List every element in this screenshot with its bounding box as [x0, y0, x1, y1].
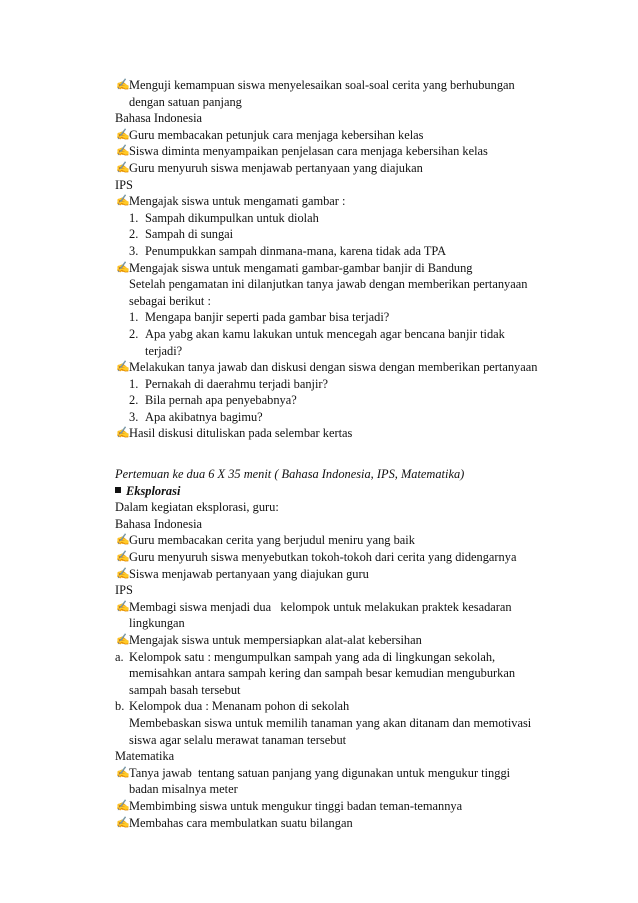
bullet-item: [115, 532, 562, 549]
bullet-item: [115, 260, 562, 277]
bullet-item: [115, 798, 562, 815]
eksplorasi-label: Eksplorasi: [126, 483, 181, 498]
pencil-hand-icon: ✍: [116, 145, 130, 158]
bullet-item: [115, 77, 562, 110]
item-text: siswa agar selalu merawat tanaman tersebut: [129, 732, 347, 747]
list-text: Apa yabg akan kamu lakukan untuk mencegah agar bencana banjir tidak: [145, 326, 505, 341]
subject-heading: Bahasa Indonesia: [115, 111, 203, 126]
list-number: 2.: [129, 393, 139, 408]
bullet-text: Melakukan tanya jawab dan diskusi dengan siswa dengan memberikan pertanyaan: [129, 360, 538, 375]
list-item: [129, 326, 562, 359]
pencil-hand-icon: ✍: [116, 79, 130, 91]
bullet-text: Mengajak siswa untuk mengamati gambar :: [129, 194, 346, 209]
lettered-item: [115, 698, 562, 748]
list-item: [129, 243, 562, 260]
list-item: [129, 376, 562, 393]
bullet-item: [115, 765, 562, 798]
item-text: Kelompok satu : mengumpulkan sampah yang ada di lingkungan sekolah,: [129, 649, 496, 664]
list-item: [129, 392, 562, 409]
pencil-hand-icon: ✍: [116, 766, 130, 779]
meeting-title: Pertemuan ke dua 6 X 35 menit ( Bahasa Indonesia, IPS, Matematika): [115, 467, 465, 482]
pencil-hand-icon: ✍: [116, 161, 130, 174]
bullet-item: [115, 127, 562, 144]
list-item: [129, 409, 562, 426]
pencil-hand-icon: ✍: [116, 427, 130, 440]
bullet-text: Mengajak siswa untuk mempersiapkan alat-alat kebersihan: [129, 633, 422, 647]
bullet-text: Guru membacakan petunjuk cara menjaga kebersihan kelas: [129, 127, 424, 142]
list-text: Sampah di sungai: [145, 227, 234, 242]
bullet-item: [115, 599, 562, 632]
bullet-item: [115, 632, 562, 649]
lettered-item: [115, 649, 562, 699]
intro-text: Dalam kegiatan eksplorasi, guru:: [115, 500, 279, 515]
pencil-hand-icon: ✍: [116, 128, 130, 141]
bullet-item: [115, 566, 562, 583]
document-page: [115, 77, 562, 831]
bullet-text-cont: badan misalnya meter: [129, 782, 238, 797]
bullet-item: [115, 193, 562, 210]
bullet-text: Siswa diminta menyampaikan penjelasan cara menjaga kebersihan kelas: [129, 144, 488, 159]
bullet-item: [115, 549, 562, 566]
list-text: Mengapa banjir seperti pada gambar bisa terjadi?: [145, 310, 390, 325]
bullet-item: [115, 143, 562, 160]
bullet-paragraph: Setelah pengamatan ini dilanjutkan tanya jawab dengan memberikan pertanyaan: [129, 277, 528, 292]
bullet-text: Menguji kemampuan siswa menyelesaikan soal-soal cerita yang berhubungan: [129, 78, 515, 92]
pencil-hand-icon: ✍: [116, 195, 130, 208]
bullet-item: [115, 359, 562, 376]
list-text-cont: terjadi?: [145, 343, 183, 358]
item-letter: b.: [115, 699, 125, 714]
subject-heading: Matematika: [115, 749, 175, 764]
pencil-hand-icon: ✍: [116, 634, 130, 646]
list-item: [129, 226, 562, 243]
bullet-text-cont: lingkungan: [129, 616, 185, 631]
bullet-item: [115, 815, 562, 832]
list-number: 1.: [129, 210, 139, 225]
list-text: Sampah dikumpulkan untuk diolah: [145, 210, 319, 225]
numbered-list: [115, 210, 562, 260]
pencil-hand-icon: ✍: [116, 551, 130, 564]
list-number: 1.: [129, 310, 139, 325]
bullet-text: Guru menyuruh siswa menyebutkan tokoh-tokoh dari cerita yang didengarnya: [129, 550, 517, 565]
subject-heading: IPS: [115, 177, 133, 192]
item-text: sampah basah tersebut: [129, 682, 241, 697]
subject-heading: IPS: [115, 583, 133, 598]
list-item: [129, 210, 562, 227]
square-bullet-icon: [115, 487, 121, 493]
bullet-text: Guru menyuruh siswa menjawab pertanyaan yang diajukan: [129, 160, 423, 175]
list-number: 1.: [129, 376, 139, 391]
bullet-text: Membagi siswa menjadi dua kelompok untuk melakukan praktek kesadaran: [129, 599, 512, 614]
item-letter: a.: [115, 649, 124, 664]
section-gap: [115, 442, 562, 466]
item-text: memisahkan antara sampah kering dan sampah besar kemudian menguburkan: [129, 666, 516, 681]
list-text: Pernakah di daerahmu terjadi banjir?: [145, 376, 329, 391]
numbered-list: [115, 309, 562, 359]
pencil-hand-icon: ✍: [116, 361, 130, 374]
bullet-text: Hasil diskusi dituliskan pada selembar kertas: [129, 426, 353, 441]
numbered-list: [115, 376, 562, 426]
pencil-hand-icon: ✍: [116, 816, 130, 829]
pencil-hand-icon: ✍: [116, 534, 130, 547]
list-item: [129, 309, 562, 326]
eksplorasi-heading: [115, 483, 562, 500]
pencil-hand-icon: ✍: [116, 567, 130, 580]
pencil-hand-icon: ✍: [116, 261, 130, 274]
list-number: 3.: [129, 409, 139, 424]
bullet-text-cont: dengan satuan panjang: [129, 94, 242, 109]
list-text: Penumpukkan sampah dinmana-mana, karena tidak ada TPA: [145, 243, 447, 258]
bullet-item: [115, 425, 562, 442]
bullet-text: Membimbing siswa untuk mengukur tinggi badan teman-temannya: [129, 798, 463, 813]
pencil-hand-icon: ✍: [116, 799, 130, 812]
bullet-text: Membahas cara membulatkan suatu bilangan: [129, 815, 353, 830]
pencil-hand-icon: ✍: [116, 600, 130, 613]
list-number: 2.: [129, 227, 139, 242]
bullet-text: Siswa menjawab pertanyaan yang diajukan guru: [129, 566, 369, 581]
item-text: Membebaskan siswa untuk memilih tanaman yang akan ditanam dan memotivasi: [129, 715, 532, 730]
bullet-text: Guru membacakan cerita yang berjudul meniru yang baik: [129, 533, 415, 548]
list-number: 2.: [129, 326, 139, 341]
bullet-text: Mengajak siswa untuk mengamati gambar-gambar banjir di Bandung: [129, 260, 473, 275]
list-text: Bila pernah apa penyebabnya?: [145, 393, 297, 408]
bullet-text: Tanya jawab tentang satuan panjang yang digunakan untuk mengukur tinggi: [129, 765, 511, 780]
bullet-item: [115, 160, 562, 177]
list-text: Apa akibatnya bagimu?: [145, 409, 263, 424]
subject-heading: Bahasa Indonesia: [115, 516, 203, 531]
list-number: 3.: [129, 243, 139, 258]
bullet-paragraph: sebagai berikut :: [129, 293, 211, 308]
item-text: Kelompok dua : Menanam pohon di sekolah: [129, 699, 350, 714]
